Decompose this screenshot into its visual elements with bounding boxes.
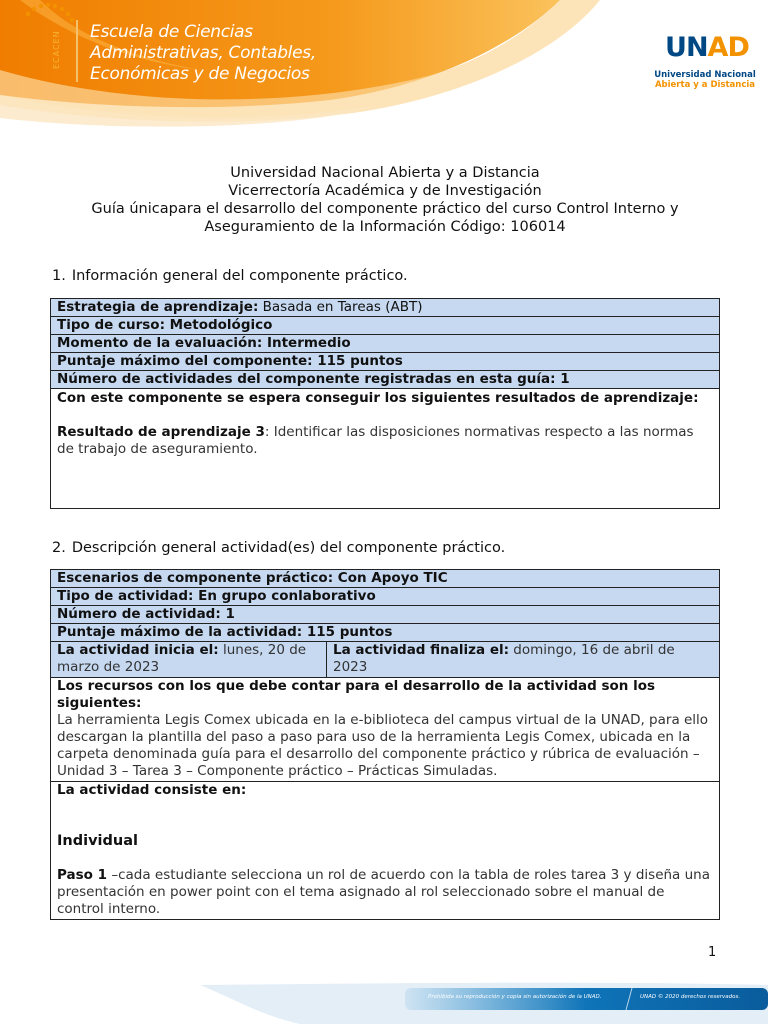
document-title-block bbox=[40, 164, 730, 236]
section-1-heading: 1. Información general del componente práctico. bbox=[52, 268, 408, 284]
resources-cell: Los recursos con los que debe contar para el desarrollo de la actividad son los siguientes: La herramienta Legis Comex ubicada en la e-biblioteca del campus virtual de la UNAD, para ello descargan la plantilla del paso a paso para uso de la herramienta Legis Comex, ubicada en la carpeta denominada guía para el desarrollo del componente práctico y rúbrica de evaluación – Unidad 3 – Tarea 3 – Componente práctico – Prácticas Simuladas. bbox=[51, 678, 720, 782]
school-line-3: Económicas y de Negocios bbox=[90, 64, 310, 84]
scenario-cell: Escenarios de componente práctico: Con Apoyo TIC bbox=[51, 570, 720, 588]
title-line-2: Vicerrectoría Académica y de Investigación bbox=[228, 183, 542, 199]
footer-copyright-notice: Prohibida su reproducción y copia sin autorización de la UNAD. bbox=[428, 994, 602, 1000]
table-row bbox=[51, 624, 720, 642]
table-row bbox=[51, 317, 720, 335]
table-row bbox=[51, 588, 720, 606]
unad-logo-wordmark: UNAD bbox=[665, 32, 749, 63]
section-2-heading: 2. Descripción general actividad(es) del componente práctico. bbox=[52, 540, 506, 556]
evaluation-moment-cell: Momento de la evaluación: Intermedio bbox=[51, 335, 720, 353]
header-banner bbox=[0, 0, 768, 130]
learning-results-cell: Con este componente se espera conseguir los siguientes resultados de aprendizaje: Resultado de aprendizaje 3: Identificar las disposiciones normativas respecto a las normas de trabajo de aseguramiento. bbox=[51, 389, 720, 509]
table-row bbox=[51, 389, 720, 509]
logo-subtitle-2: Abierta y a Distancia bbox=[654, 80, 756, 90]
table-row bbox=[51, 642, 720, 678]
activity-type-cell: Tipo de actividad: En grupo conlaborativo bbox=[51, 588, 720, 606]
page-number: 1 bbox=[708, 945, 717, 960]
school-acronym: ECACEN bbox=[52, 30, 61, 70]
course-type-cell: Tipo de curso: Metodológico bbox=[51, 317, 720, 335]
unad-logo-dots-icon bbox=[0, 0, 100, 80]
title-line-1: Universidad Nacional Abierta y a Distancia bbox=[230, 165, 540, 181]
activity-score-cell: Puntaje máximo de la actividad: 115 puntos bbox=[51, 624, 720, 642]
logo-subtitle-1: Universidad Nacional bbox=[654, 70, 756, 80]
max-score-cell: Puntaje máximo del componente: 115 puntos bbox=[51, 353, 720, 371]
title-line-4: Aseguramiento de la Información Código: 106014 bbox=[204, 219, 566, 235]
footer-rights-reserved: UNAD © 2020 derechos reservados. bbox=[640, 994, 741, 1000]
table-row bbox=[51, 606, 720, 624]
table-row bbox=[51, 570, 720, 588]
num-activities-cell: Número de actividades del componente registradas en esta guía: 1 bbox=[51, 371, 720, 389]
title-line-3: Guía únicapara el desarrollo del componente práctico del curso Control Interno y bbox=[91, 201, 679, 217]
start-date-cell: La actividad inicia el: lunes, 20 de marzo de 2023 bbox=[51, 642, 327, 678]
school-name bbox=[90, 22, 316, 85]
table-row bbox=[51, 371, 720, 389]
general-info-table bbox=[50, 298, 720, 509]
activity-description-table bbox=[50, 569, 720, 920]
end-date-cell: La actividad finaliza el: domingo, 16 de abril de 2023 bbox=[327, 642, 720, 678]
table-row bbox=[51, 299, 720, 317]
activity-number-cell: Número de actividad: 1 bbox=[51, 606, 720, 624]
school-line-2: Administrativas, Contables, bbox=[90, 43, 316, 63]
table-row bbox=[51, 335, 720, 353]
strategy-cell: Estrategia de aprendizaje: Basada en Tareas (ABT) bbox=[51, 299, 720, 317]
table-row bbox=[51, 678, 720, 782]
table-row bbox=[51, 353, 720, 371]
activity-consists-cell: La actividad consiste en: Individual Paso 1 –cada estudiante selecciona un rol de acuerdo con la tabla de roles tarea 3 y diseña una presentación en power point con el tema asignado al rol seleccionado sobre el manual de control interno. bbox=[51, 782, 720, 920]
school-line-1: Escuela de Ciencias bbox=[90, 22, 253, 42]
table-row bbox=[51, 782, 720, 920]
